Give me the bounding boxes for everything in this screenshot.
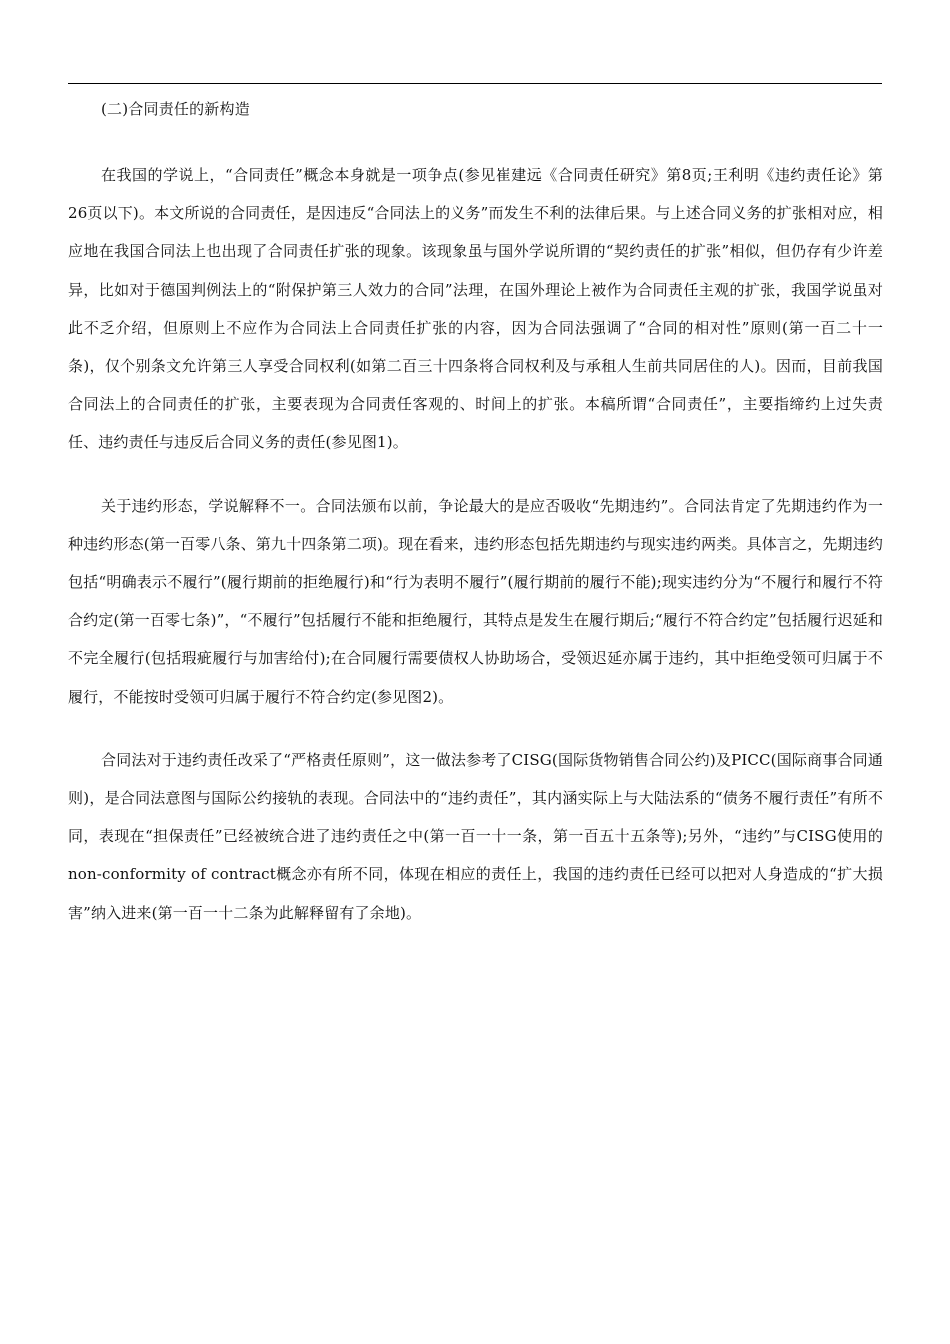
body-paragraph-breach-forms: 关于违约形态，学说解释不一。合同法颁布以前，争论最大的是应否吸收“先期违约”。合同法肯定了先期违约作为一种违约形态(第一百零八条、第九十四条第二项)。现在看来，违约形态包括先期违约与现实违约两类。具体言之，先期违约包括“明确表示不履行”(履行期前的拒绝履行)和“行为表明不履行”(履行期前的履行不能);现实违约分为“不履行和履行不符合约定(第一百零七条)”，“不履行”包括履行不能和拒绝履行，其特点是发生在履行期后;“履行不符合约定”包括履行迟延和不完全履行(包括瑕疵履行与加害给付);在合同履行需要债权人协助场合，受领迟延亦属于违约，其中拒绝受领可归属于不履行，不能按时受领可归属于履行不符合约定(参见图2)。 [68, 496, 883, 706]
section-heading: (二)合同责任的新构造 [101, 100, 250, 118]
document-body [68, 90, 883, 932]
header-rule [68, 83, 882, 84]
body-paragraph-strict-liability: 合同法对于违约责任改采了“严格责任原则”，这一做法参考了CISG(国际货物销售合同公约)及PICC(国际商事合同通则)，是合同法意图与国际公约接轨的表现。合同法中的“违约责任”，其内涵实际上与大陆法系的“债务不履行责任”有所不同，表现在“担保责任”已经被统合进了违约责任之中(第一百一十一条，第一百五十五条等);另外，“违约”与CISG使用的non-conformity of contract概念亦有所不同，体现在相应的责任上，我国的违约责任已经可以把对人身造成的“扩大损害”纳入进来(第一百一十二条为此解释留有了余地)。 [68, 750, 883, 922]
body-paragraph-contract-liability: 在我国的学说上，“合同责任”概念本身就是一项争点(参见崔建远《合同责任研究》第8页;王利明《违约责任论》第26页以下)。本文所说的合同责任，是因违反“合同法上的义务”而发生不利的法律后果。与上述合同义务的扩张相对应，相应地在我国合同法上也出现了合同责任扩张的现象。该现象虽与国外学说所谓的“契约责任的扩张”相似，但仍存有少许差异，比如对于德国判例法上的“附保护第三人效力的合同”法理，在国外理论上被作为合同责任主观的扩张，我国学说虽对此不乏介绍，但原则上不应作为合同法上合同责任扩张的内容，因为合同法强调了“合同的相对性”原则(第一百二十一条)，仅个别条文允许第三人享受合同权利(如第二百三十四条将合同权利及与承租人生前共同居住的人)。因而，目前我国合同法上的合同责任的扩张，主要表现为合同责任客观的、时间上的扩张。本稿所谓“合同责任”，主要指缔约上过失责任、违约责任与违反后合同义务的责任(参见图1)。 [68, 166, 883, 452]
